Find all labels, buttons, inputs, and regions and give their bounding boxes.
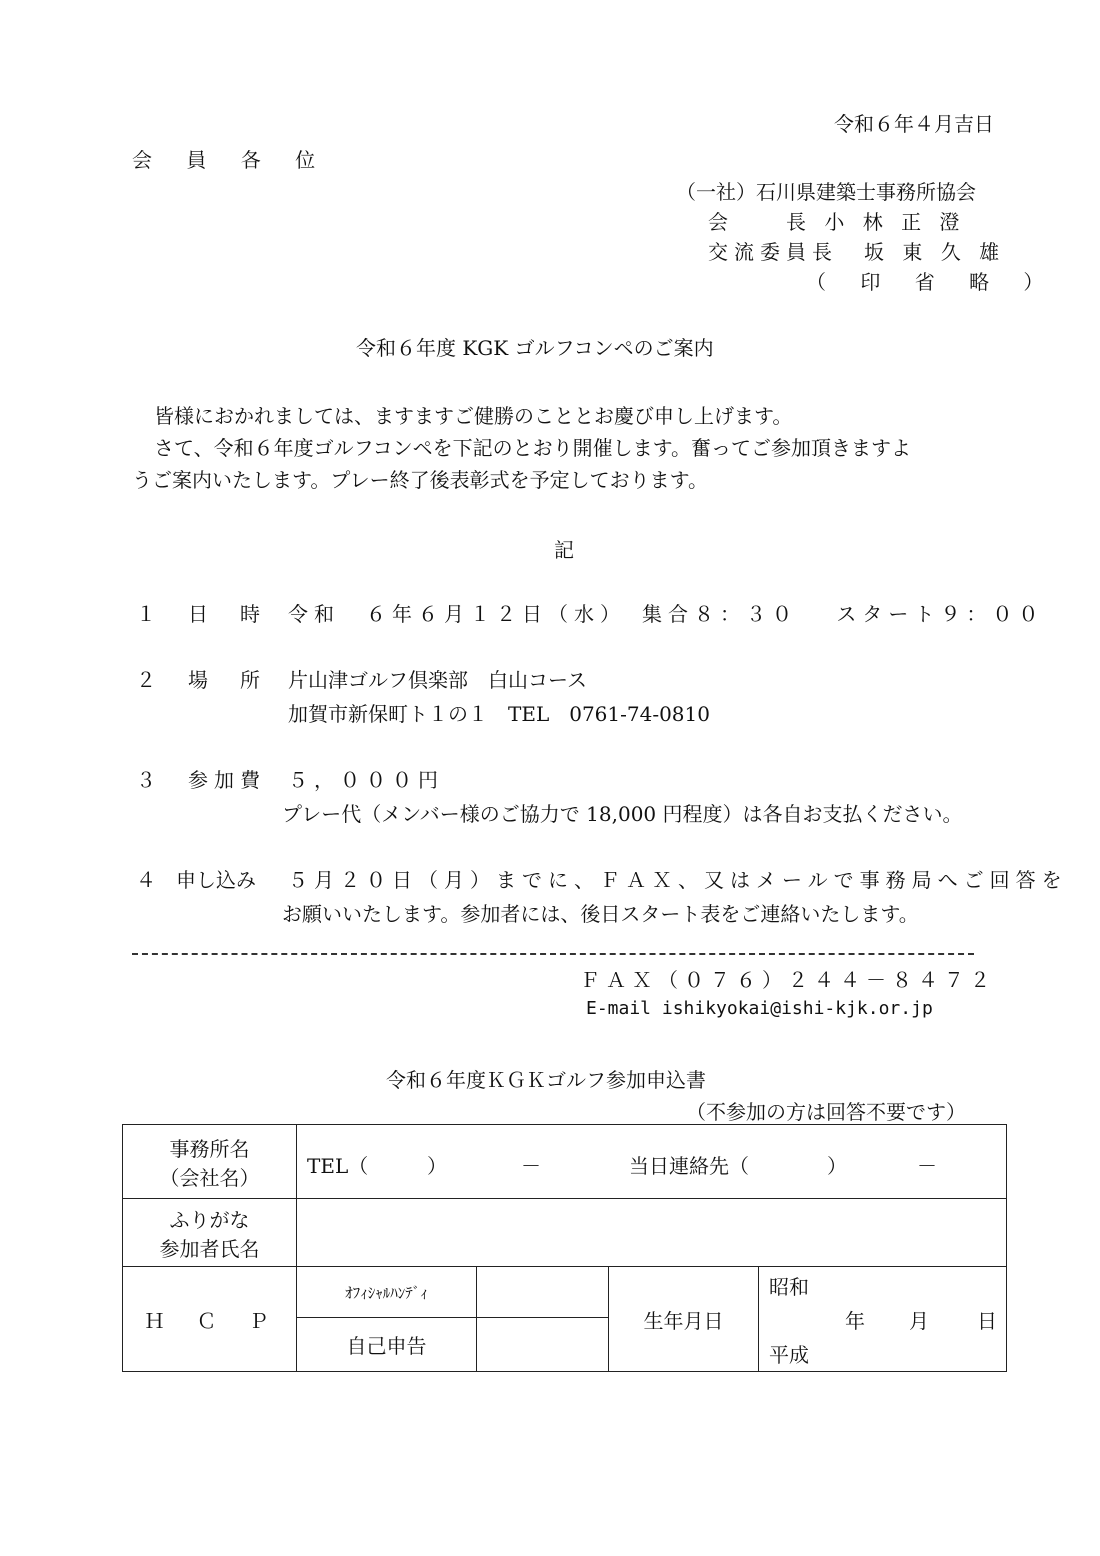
tel-prefix: TEL（ — [307, 1153, 369, 1178]
ki-heading: 記 — [554, 538, 574, 562]
document-title: 令和６年度 KGK ゴルフコンペのご案内 — [356, 336, 714, 360]
era-heisei: 平成 — [769, 1343, 809, 1367]
item-2-label: ２ 場 所 — [136, 668, 266, 692]
recipient-line: 会 員 各 位 — [132, 148, 330, 172]
item-1-datetime: 令和 ６年６月１２日（水） 集合８：３０ スタート９：００ — [288, 602, 1045, 626]
tel-paren-close: ） — [427, 1153, 447, 1178]
self-report-label: 自己申告 — [297, 1318, 477, 1372]
sender-president: 会 長 小 林 正 澄 — [708, 210, 966, 234]
year-label: 年 — [845, 1309, 865, 1333]
email-address: E-mail ishikyokai@ishi-kjk.or.jp — [586, 998, 933, 1019]
document-date: 令和６年４月吉日 — [834, 112, 994, 136]
item-1-label: １ 日 時 — [136, 602, 266, 626]
item-3-fee: ５，０００円 — [288, 768, 444, 792]
participant-name-input[interactable] — [297, 1199, 1007, 1267]
item-3-play-fee-note: プレー代（メンバー様のご協力で 18,000 円程度）は各自お支払ください。 — [282, 802, 963, 826]
item-2-venue: 片山津ゴルフ倶楽部 白山コース — [288, 668, 587, 692]
form-title: 令和６年度ＫＧＫゴルフ参加申込書 — [386, 1068, 706, 1092]
office-row — [123, 1125, 1007, 1199]
office-input-cell[interactable] — [297, 1125, 1007, 1199]
day-contact-label: 当日連絡先（ — [629, 1153, 749, 1178]
month-label: 月 — [909, 1309, 929, 1333]
item-4-label: ４ 申し込み — [136, 868, 256, 892]
sender-organization: （一社）石川県建築士事務所協会 — [676, 180, 976, 204]
application-form-table — [122, 1124, 1007, 1372]
name-row — [123, 1199, 1007, 1267]
participant-name-label: 参加者氏名 — [159, 1236, 260, 1261]
name-label-cell — [123, 1199, 297, 1267]
fax-number: ＦＡＸ（０７６）２４４－８４７２ — [580, 968, 996, 992]
body-line-1: 皆様におかれましては、ますますご健勝のこととお慶び申し上げます。 — [154, 404, 793, 428]
self-report-input[interactable] — [477, 1318, 609, 1372]
official-handicap-input[interactable] — [477, 1267, 609, 1318]
sender-committee-chair: 交流委員長 坂 東 久 雄 — [708, 240, 1006, 264]
hcp-label: Ｈ Ｃ Ｐ — [123, 1267, 297, 1372]
office-label-cell — [123, 1125, 297, 1199]
day-contact-dash: － — [917, 1153, 937, 1178]
furigana-label: ふりがな — [169, 1207, 250, 1232]
era-showa: 昭和 — [769, 1275, 809, 1299]
birthdate-label: 生年月日 — [609, 1267, 759, 1372]
company-label: （会社名） — [159, 1165, 260, 1190]
item-3-label: ３ 参加費 — [136, 768, 266, 792]
cut-line — [132, 953, 974, 955]
item-4-note: お願いいたします。参加者には、後日スタート表をご連絡いたします。 — [282, 902, 919, 926]
office-label: 事務所名 — [169, 1136, 250, 1161]
item-2-address: 加賀市新保町ト１の１ TEL 0761-74-0810 — [288, 702, 710, 726]
item-4-deadline: ５月２０日（月）までに、ＦＡＸ、又はメールで事務局へご回答を — [288, 868, 1068, 892]
form-note: （不参加の方は回答不要です） — [686, 1100, 966, 1124]
birthdate-input-cell[interactable] — [759, 1267, 1007, 1372]
seal-omitted-note: （ 印 省 略 ） — [806, 270, 1058, 294]
official-handicap-label: ｵﾌｨｼｬﾙﾊﾝﾃﾞｨ — [297, 1267, 477, 1318]
tel-dash: － — [521, 1153, 541, 1178]
hcp-row-1 — [123, 1267, 1007, 1318]
day-label: 日 — [977, 1309, 997, 1333]
body-line-3: うご案内いたします。プレー終了後表彰式を予定しております。 — [132, 468, 708, 492]
day-contact-paren-close: ） — [827, 1153, 847, 1178]
body-line-2: さて、令和６年度ゴルフコンペを下記のとおり開催します。奮ってご参加頂きますよ — [154, 436, 911, 460]
